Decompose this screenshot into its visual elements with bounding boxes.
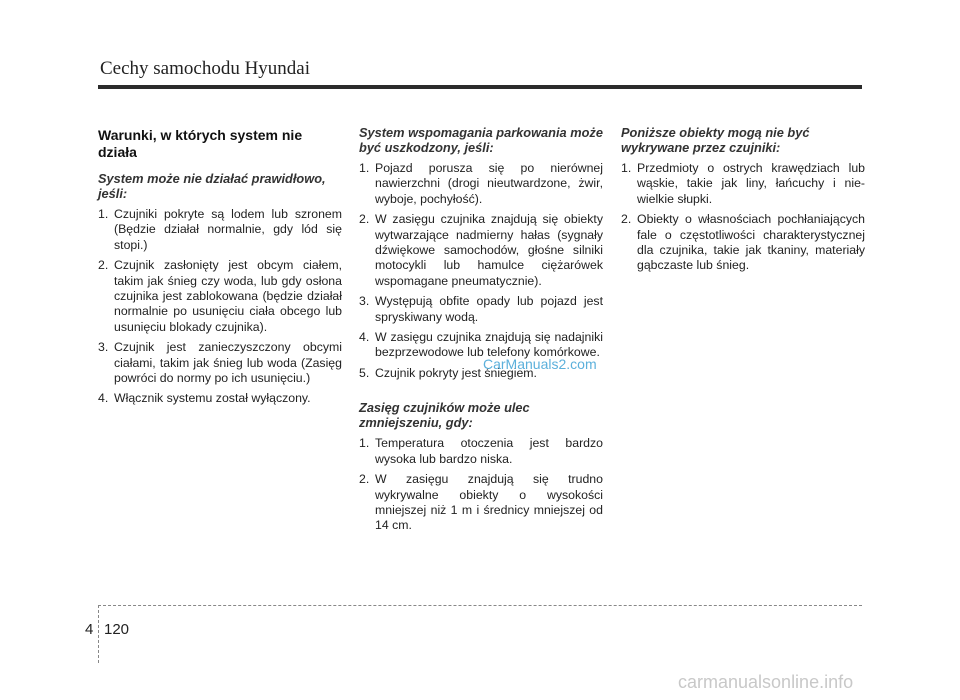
damage-list: [359, 161, 603, 381]
list-item: 2. Obiekty o własnościach pochłaniających fale o częstotliwości charakterystycznej dla czujnika, takie jak tkaniny, materiały gąbczaste lub śnieg.: [621, 212, 865, 273]
site-watermark: carmanualsonline.info: [678, 672, 854, 692]
column-3: [621, 125, 865, 279]
footer-rule: [98, 605, 862, 606]
column-1: [98, 125, 342, 412]
section-heading: Warunki, w których system nie działa: [98, 127, 303, 160]
section-subheading: Zasięg czujników może ulec zmniejszeniu, gdy:: [359, 400, 530, 431]
section-subheading: System wspomagania parkowania może być uszkodzony, jeśli:: [359, 125, 603, 155]
page-number: 120: [104, 621, 130, 638]
list-item: 4. W zasięgu czujnika znajdują się nadajniki bezprzewodowe lub telefony komórkowe.: [359, 330, 603, 360]
condition-list: [98, 207, 342, 407]
list-item: 1. Czujniki pokryte są lodem lub szronem (Będzie działał normalnie, gdy lód się stopi.): [98, 207, 342, 252]
watermark-text: CarManuals2.com: [483, 356, 597, 372]
list-item: 1. Temperatura otoczenia jest bardzo wysoka lub bardzo niska.: [359, 436, 603, 466]
list-item: 5. Czujnik pokryty jest śniegiem.: [359, 365, 537, 380]
page-header-title: Cechy samochodu Hyundai: [100, 58, 311, 79]
footer-divider: [98, 605, 99, 663]
section-subheading: System może nie działać prawidłowo, jeśli:: [98, 171, 326, 201]
list-item: 3. Czujnik jest zanieczyszczony obcymi ciałami, takim jak śnieg lub woda (Zasięg powróci do normy po ich usunięciu.): [98, 340, 342, 386]
list-item: 2. W zasięgu znajdują się trudno wykrywalne obiekty o wysokości mniejszej niż 1 m i średnicy mniejszej od 14 cm.: [359, 472, 603, 533]
section-subheading: Poniższe obiekty mogą nie być wykrywane przez czujniki:: [621, 125, 810, 155]
list-item: 4. Włącznik systemu został wyłączony.: [98, 391, 311, 406]
chapter-number: 4: [85, 621, 94, 638]
list-item: 2. Czujnik zasłonięty jest obcym ciałem, takim jak śnieg czy woda, lub gdy osłona czujnika jest zablokowana (będzie działał normalnie po usunięciu ciała obcego lub usunięciu blokady czujnika).: [98, 258, 342, 334]
range-list: [359, 436, 603, 533]
list-item: 3. Występują obfite opady lub pojazd jest spryskiwany wodą.: [359, 294, 603, 324]
header-rule: [98, 85, 862, 89]
list-item: 1. Przedmioty o ostrych krawędziach lub wąskie, takie jak liny, łańcuchy i nie-wielkie słupki.: [621, 161, 865, 206]
column-2: [359, 125, 603, 539]
list-item: 1. Pojazd porusza się po nierównej nawierzchni (drogi nieutwardzone, żwir, wyboje, pochyłość).: [359, 161, 603, 206]
undetected-objects-list: [621, 161, 865, 274]
list-item: 2. W zasięgu czujnika znajdują się obiekty wytwarzające nadmierny hałas (sygnały dźwiękowe samochodów, głośne silniki motocykli lub hamulce ciężarówek wspomagane pneumatycznie).: [359, 212, 603, 288]
